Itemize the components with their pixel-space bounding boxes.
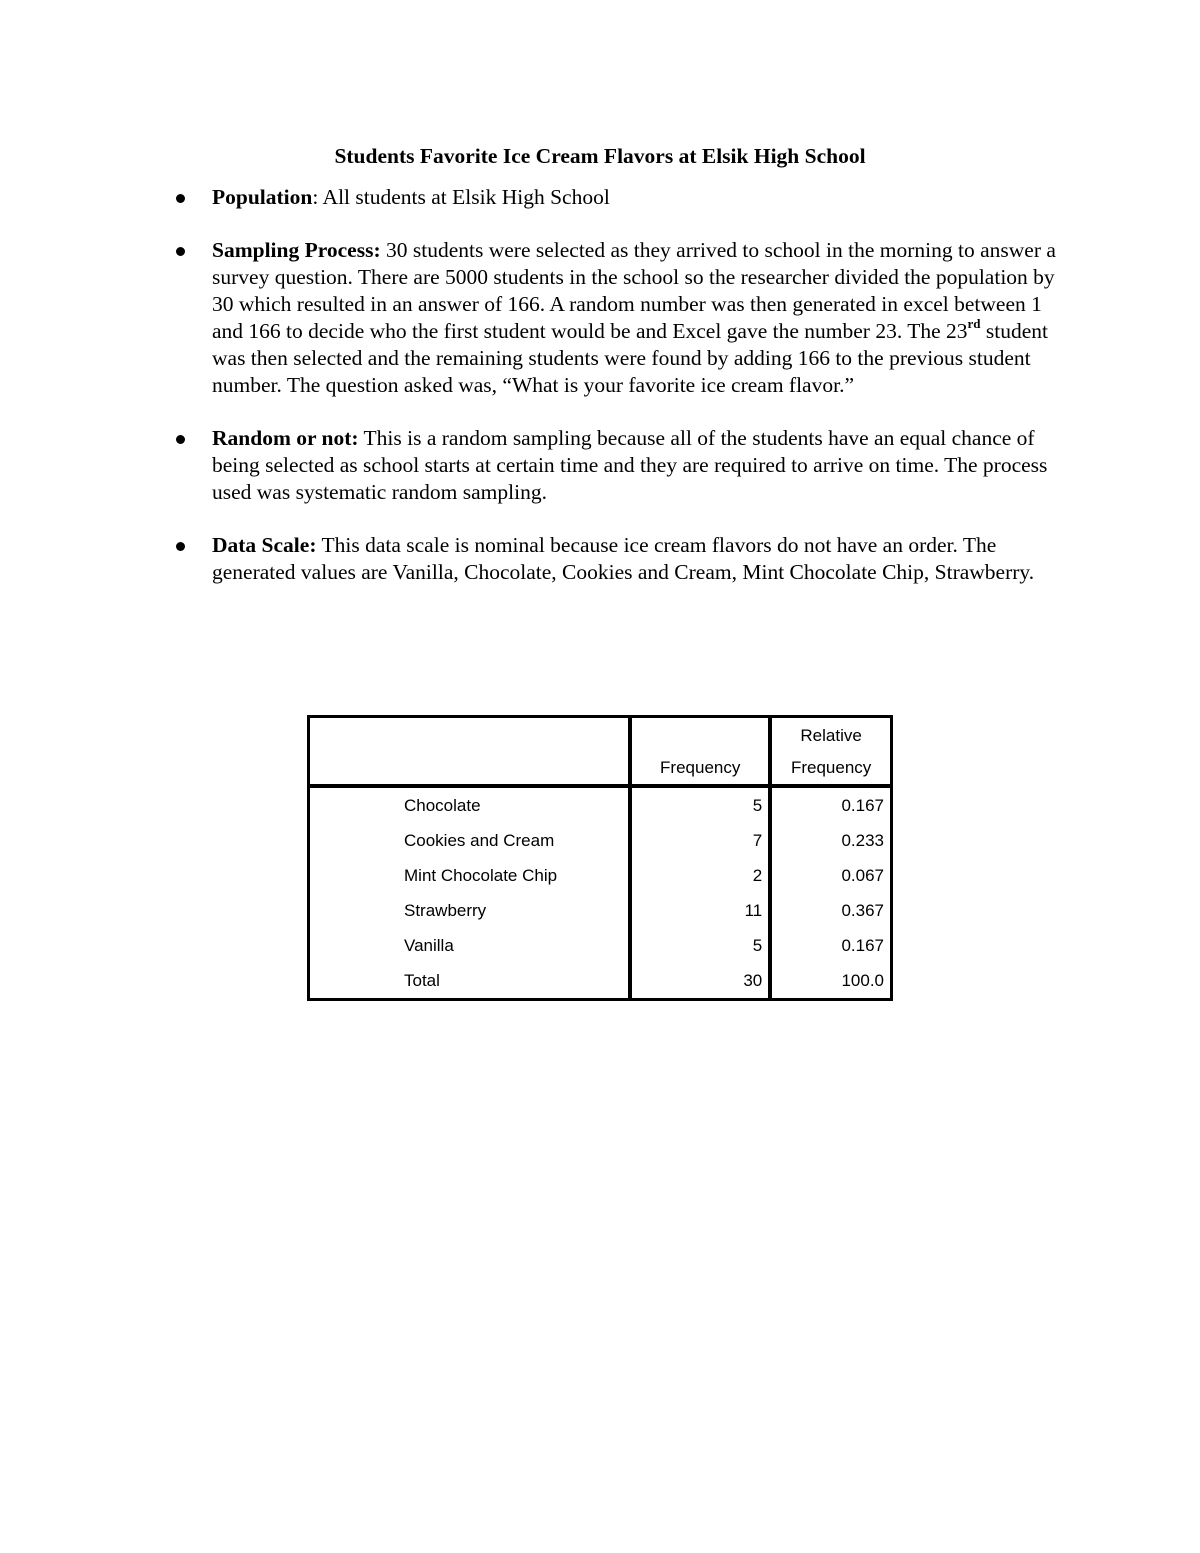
- bullet-text-continued: student was then selected and the remaining students were found by adding 166 to the previous student number. The question asked was, “What is your favorite ice cream flavor.”: [212, 319, 1048, 397]
- bullet-icon: [176, 247, 185, 256]
- total-label-cell: Total: [404, 971, 440, 990]
- table-row: [309, 786, 892, 823]
- bullet-text: : All students at Elsik High School: [312, 185, 610, 209]
- table-header-row: [309, 717, 892, 787]
- frequency-cell: 5: [630, 928, 770, 963]
- table-row: [309, 928, 892, 963]
- table-row: [309, 858, 892, 893]
- bullet-random-or-not: [212, 425, 1062, 506]
- flavor-cell: Cookies and Cream: [404, 831, 555, 850]
- bullet-label: Population: [212, 185, 313, 209]
- header-frequency-text: Frequency: [660, 758, 741, 777]
- relative-frequency-cell: 0.367: [770, 893, 891, 928]
- frequency-cell: 7: [630, 823, 770, 858]
- table-total-row: [309, 963, 892, 1000]
- table-row: [309, 893, 892, 928]
- total-frequency-cell: 30: [630, 963, 770, 1000]
- table-row: [309, 823, 892, 858]
- relative-frequency-cell: 0.167: [770, 928, 891, 963]
- bullet-label: Data Scale:: [212, 533, 317, 557]
- bullet-text: 30 students were selected as they arrived to school in the morning to answer a survey question. There are 5000 students in the school so the researcher divided the population by 30 which resulted in an answer of 166. A random number was then generated in excel between 1 and 166 to decide who the first student would be and Excel gave the number 23. The 23: [212, 238, 1056, 343]
- header-relative-frequency: [770, 717, 891, 787]
- bullet-label: Random or not:: [212, 426, 359, 450]
- page-title: Students Favorite Ice Cream Flavors at Elsik High School: [334, 144, 866, 168]
- bullet-text: This data scale is nominal because ice cream flavors do not have an order. The generated values are Vanilla, Chocolate, Cookies and Cream, Mint Chocolate Chip, Strawberry.: [212, 533, 1035, 584]
- bullet-data-scale: [212, 532, 1062, 586]
- bullet-label: Sampling Process:: [212, 238, 381, 262]
- flavor-cell: Vanilla: [404, 936, 454, 955]
- frequency-cell: 11: [630, 893, 770, 928]
- relative-frequency-cell: 0.233: [770, 823, 891, 858]
- bullet-icon: [176, 435, 185, 444]
- bullet-sampling-process: [212, 237, 1062, 399]
- flavor-cell: Chocolate: [404, 796, 481, 815]
- frequency-cell: 5: [630, 786, 770, 823]
- bullet-population: [212, 184, 1062, 211]
- total-relative-frequency-cell: 100.0: [770, 963, 891, 1000]
- frequency-table: [307, 715, 893, 1001]
- frequency-cell: 2: [630, 858, 770, 893]
- header-relative-line1: Relative: [800, 726, 862, 745]
- ordinal-superscript: rd: [967, 315, 981, 331]
- bullet-icon: [176, 194, 185, 203]
- header-frequency: [630, 717, 770, 787]
- relative-frequency-cell: 0.067: [770, 858, 891, 893]
- bullet-list: [212, 184, 1062, 612]
- bullet-text: This is a random sampling because all of the students have an equal chance of being selected as school starts at certain time and they are required to arrive on time. The process used was systematic random sampling.: [212, 426, 1048, 504]
- flavor-cell: Strawberry: [404, 901, 487, 920]
- header-label-cell: [309, 717, 631, 787]
- flavor-cell: Mint Chocolate Chip: [404, 866, 558, 885]
- header-relative-line2: Frequency: [790, 758, 872, 777]
- bullet-icon: [176, 542, 185, 551]
- relative-frequency-cell: 0.167: [770, 786, 891, 823]
